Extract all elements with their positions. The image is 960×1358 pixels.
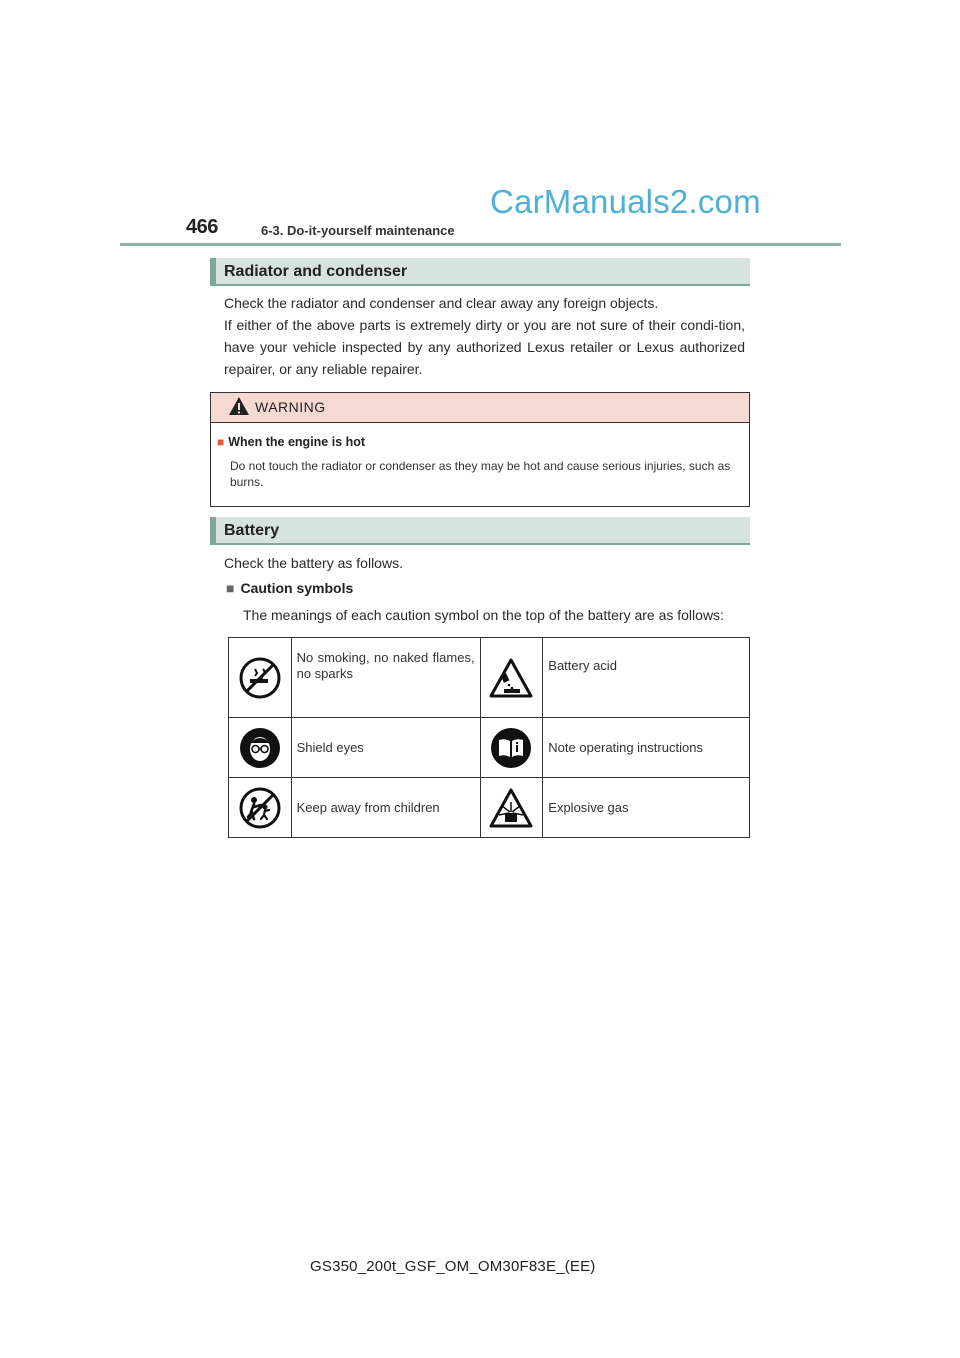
radiator-line1: Check the radiator and condenser and clear away any foreign objects. (224, 295, 659, 311)
radiator-paragraph: If either of the above parts is extremely dirty or you are not sure of their condi-tion, have your vehicle inspected by any authorized Lexus retailer or Lexus authorized repairer, or any reliable repairer. (224, 317, 745, 377)
symbol-label: Keep away from children (291, 778, 480, 838)
symbol-icon-cell (480, 778, 543, 838)
battery-acid-icon (489, 658, 533, 698)
symbol-label: Explosive gas (543, 778, 750, 838)
symbol-icon-cell (229, 718, 292, 778)
section-title: 6-3. Do-it-yourself maintenance (261, 223, 455, 238)
document-code: GS350_200t_GSF_OM_OM30F83E_(EE) (310, 1258, 596, 1275)
symbol-icon-cell (480, 718, 543, 778)
caution-subheading: ■ Caution symbols (226, 580, 354, 596)
symbol-icon-cell (229, 778, 292, 838)
table-row (229, 638, 750, 718)
page-number: 466 (186, 216, 218, 238)
symbol-label: Shield eyes (291, 718, 480, 778)
symbol-label: No smoking, no naked flames, no sparks (291, 638, 480, 718)
watermark: CarManuals2.com (490, 183, 761, 220)
caution-description: The meanings of each caution symbol on the top of the battery are as follows: (243, 607, 724, 623)
symbol-label: Note operating instructions (543, 718, 750, 778)
no-smoking-icon (239, 657, 281, 699)
keep-away-children-icon (239, 787, 281, 829)
battery-intro: Check the battery as follows. (224, 555, 403, 571)
symbol-icon-cell (229, 638, 292, 718)
table-row (229, 778, 750, 838)
warning-header (211, 393, 749, 423)
square-bullet-icon: ■ (226, 580, 235, 596)
caution-symbols-table (228, 637, 750, 838)
explosive-gas-icon (489, 788, 533, 828)
symbol-label: Battery acid (543, 638, 750, 718)
warning-box (210, 392, 750, 507)
shield-eyes-icon (239, 727, 281, 769)
warning-triangle-icon (228, 396, 250, 416)
warning-label: WARNING (255, 399, 326, 415)
warning-subheading: ■ When the engine is hot (217, 435, 366, 449)
square-bullet-icon: ■ (217, 435, 225, 449)
radiator-heading: Radiator and condenser (210, 258, 750, 286)
table-row (229, 718, 750, 778)
symbol-icon-cell (480, 638, 543, 718)
battery-heading: Battery (210, 517, 750, 545)
header-divider (120, 243, 841, 246)
instructions-book-icon (490, 727, 532, 769)
warning-text: Do not touch the radiator or condenser as they may be hot and cause serious injuries, such as burns. (230, 459, 731, 489)
